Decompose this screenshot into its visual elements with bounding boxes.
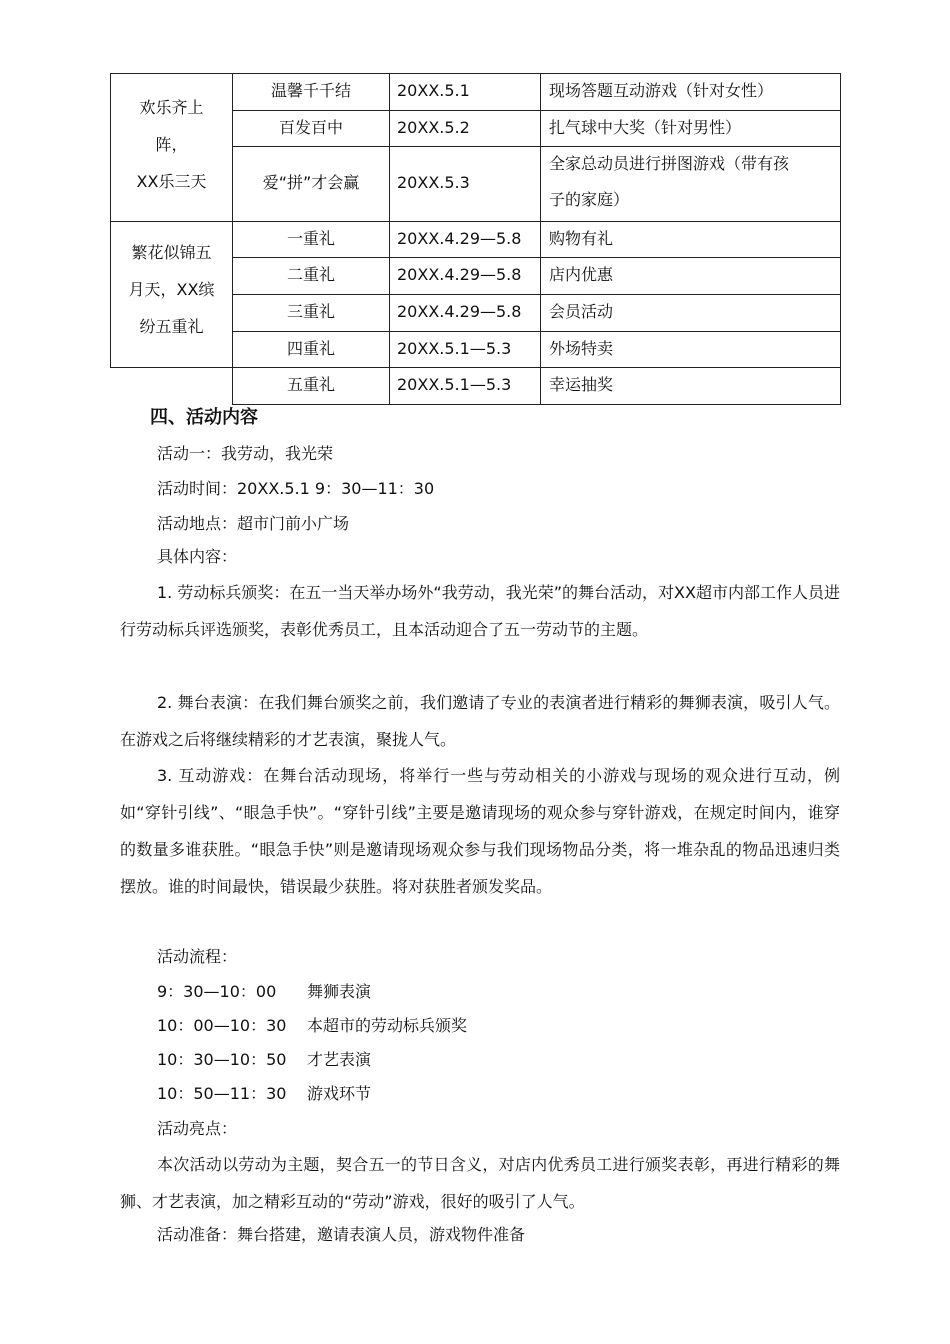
table-cell-date: 20XX.4.29—5.8 xyxy=(397,302,522,321)
table-cell-name: 温馨千千结 xyxy=(270,81,351,100)
table-group-title xyxy=(111,89,232,200)
content-item-1: 1. 劳动标兵颁奖：在五一当天举办场外“我劳动，我光荣”的舞台活动，对XX超市内部工作人员进行劳动标兵评选颁奖，表彰优秀员工，且本活动迎合了五一劳动节的主题。 xyxy=(120,583,840,639)
table-cell-content: 外场特卖 xyxy=(549,339,614,358)
flow-time: 10：50—11：30 xyxy=(157,1084,287,1103)
table-cell-content: 购物有礼 xyxy=(549,229,614,248)
table-cell-name: 四重礼 xyxy=(286,339,335,358)
table-cell-date: 20XX.4.29—5.8 xyxy=(397,229,522,248)
flow-row xyxy=(157,1007,877,1044)
table-cell-content: 店内优惠 xyxy=(549,265,614,284)
table-cell-content: 现场答题互动游戏（针对女性） xyxy=(549,81,774,100)
table-cell-content: 扎气球中大奖（针对男性） xyxy=(549,118,742,137)
content-line: 全家总动员进行拼图游戏（带有孩 xyxy=(549,154,790,173)
content-line: 子的家庭） xyxy=(549,190,630,209)
table-cell-content: 会员活动 xyxy=(549,302,614,321)
table-cell-date: 20XX.4.29—5.8 xyxy=(397,265,522,284)
table-cell-content: 幸运抽奖 xyxy=(549,375,614,394)
content-item-2: 2. 舞台表演：在我们舞台颁奖之前，我们邀请了专业的表演者进行精彩的舞狮表演，吸引人气。在游戏之后将继续精彩的才艺表演，聚拢人气。 xyxy=(120,693,840,749)
flow-label: 活动流程： xyxy=(157,947,238,966)
activity-place: 活动地点：超市门前小广场 xyxy=(157,514,350,533)
flow-row xyxy=(157,973,877,1010)
flow-time: 9：30—10：00 xyxy=(157,982,277,1001)
flow-time: 10：00—10：30 xyxy=(157,1016,287,1035)
table-cell-name: 爱“拼”才会赢 xyxy=(262,173,360,192)
table-cell-name: 五重礼 xyxy=(286,375,335,394)
activity-time: 活动时间：20XX.5.1 9：30—11：30 xyxy=(157,479,435,498)
table-cell-name: 百发百中 xyxy=(278,118,343,137)
flow-item: 游戏环节 xyxy=(307,1084,372,1103)
flow-item: 舞狮表演 xyxy=(307,982,372,1001)
table-cell-date: 20XX.5.1—5.3 xyxy=(397,339,512,358)
flow-row xyxy=(157,1075,877,1112)
group-title-line: 月天，XX缤 xyxy=(128,280,215,299)
group-title-line: 纷五重礼 xyxy=(139,317,204,336)
flow-row xyxy=(157,1041,877,1078)
group-title-line: 阵， xyxy=(155,135,188,154)
content-label: 具体内容： xyxy=(157,547,238,566)
content-item-3: 3. 互动游戏：在舞台活动现场，将举行一些与劳动相关的小游戏与现场的观众进行互动，例如“穿针引线”、“眼急手快”。“穿针引线”主要是邀请现场的观众参与穿针游戏，在规定时间内，谁穿的数量多谁获胜。“眼急手快”则是邀请现场观众参与我们现场物品分类，将一堆杂乱的物品迅速归类摆放。谁的时间最快，错误最少获胜。将对获胜者颁发奖品。 xyxy=(120,766,840,896)
table-cell-name: 二重礼 xyxy=(286,265,335,284)
activity-title: 活动一：我劳动，我光荣 xyxy=(157,444,334,463)
table-cell-date: 20XX.5.1—5.3 xyxy=(397,375,512,394)
table-cell-name: 一重礼 xyxy=(286,229,335,248)
table-cell-name: 三重礼 xyxy=(286,302,335,321)
table-cell-date: 20XX.5.3 xyxy=(397,173,470,192)
group-title-line: 繁花似锦五 xyxy=(131,243,212,262)
highlight-text: 本次活动以劳动为主题，契合五一的节日含义，对店内优秀员工进行颁奖表彰，再进行精彩的舞狮、才艺表演，加之精彩互动的“劳动”游戏，很好的吸引了人气。 xyxy=(120,1155,840,1211)
table-cell-content xyxy=(549,146,789,218)
flow-time: 10：30—10：50 xyxy=(157,1050,287,1069)
highlight-label: 活动亮点： xyxy=(157,1119,238,1138)
flow-item: 本超市的劳动标兵颁奖 xyxy=(307,1016,468,1035)
flow-item: 才艺表演 xyxy=(307,1050,372,1069)
table-cell-date: 20XX.5.1 xyxy=(397,81,470,100)
group-title-line: XX乐三天 xyxy=(136,172,207,191)
table-cell-date: 20XX.5.2 xyxy=(397,118,470,137)
prep-text: 活动准备：舞台搭建，邀请表演人员，游戏物件准备 xyxy=(157,1225,526,1244)
group-title-line: 欢乐齐上 xyxy=(139,98,204,117)
section-heading: 四、活动内容 xyxy=(150,407,258,428)
table-group-title xyxy=(111,234,232,345)
